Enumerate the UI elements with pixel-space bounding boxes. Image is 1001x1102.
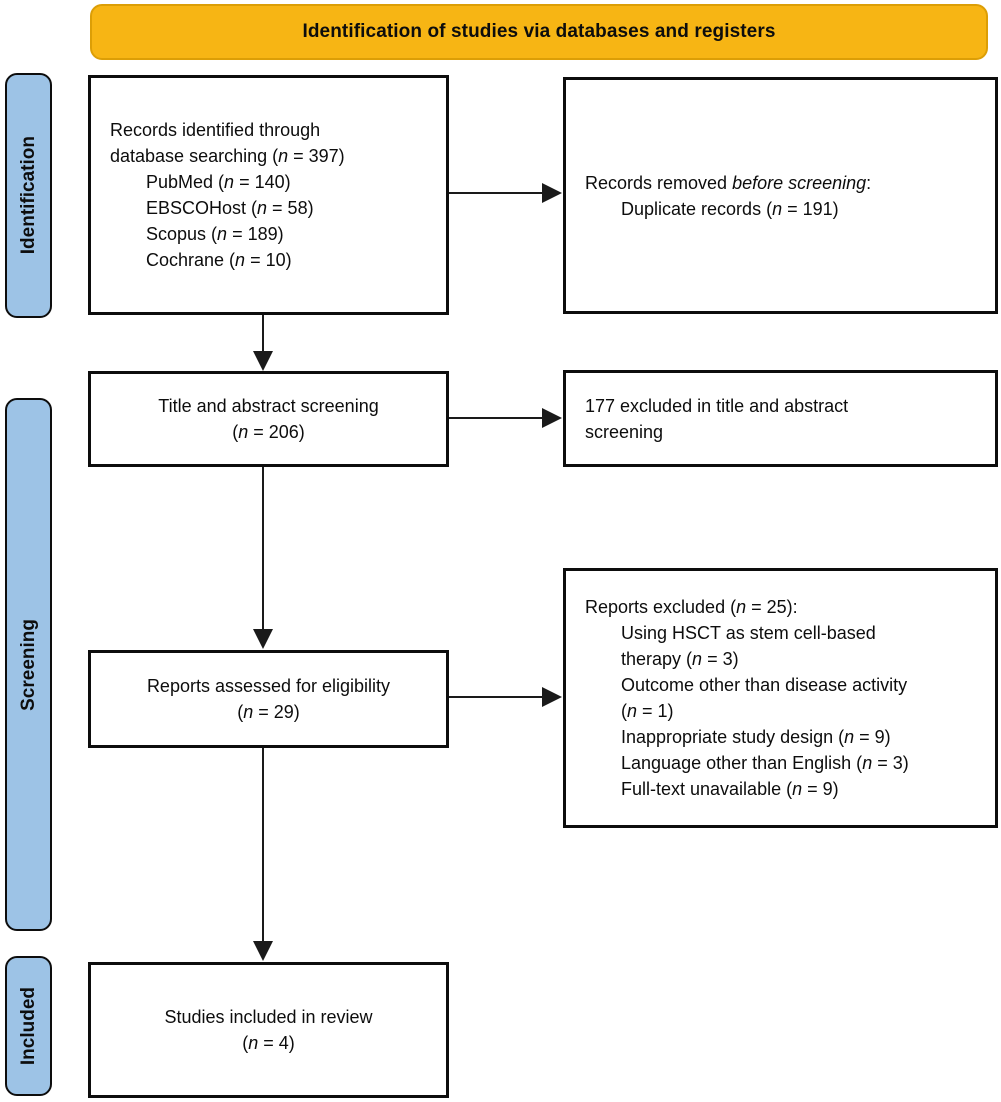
box-excluded-title-abstract — [563, 370, 998, 467]
stage-label-included — [5, 956, 52, 1096]
text-line: (n = 206) — [232, 422, 305, 442]
stage-screening-text: Screening — [17, 618, 39, 711]
box-records-removed — [563, 77, 998, 314]
text-line: therapy (n = 3) — [621, 649, 739, 669]
box-records-identified-text — [91, 78, 446, 312]
text-line: screening — [585, 421, 664, 442]
stage-label-identification — [5, 73, 52, 318]
box-reports-assessed — [88, 650, 449, 748]
text-line: Records removed before screening: — [585, 172, 872, 193]
text-line: database searching (n = 397) — [110, 146, 345, 166]
text-line: Duplicate records (n = 191) — [621, 198, 839, 219]
text-line: Inappropriate study design (n = 9) — [621, 727, 891, 747]
text-line: Reports assessed for eligibility — [146, 676, 391, 696]
text-line: Outcome other than disease activity — [621, 675, 908, 695]
box-records-identified — [88, 75, 449, 315]
text-line: (n = 4) — [242, 1033, 295, 1053]
box-title-abstract-screening — [88, 371, 449, 467]
stage-included-text: Included — [17, 986, 39, 1066]
box-studies-included-text — [91, 965, 446, 1095]
text-line: Records identified through — [110, 120, 321, 140]
box-studies-included — [88, 962, 449, 1098]
text-line: Scopus (n = 189) — [146, 224, 284, 244]
text-line: Cochrane (n = 10) — [146, 250, 292, 270]
header-title: Identification of studies via databases and registers — [302, 21, 776, 42]
stage-identification-text: Identification — [17, 136, 39, 255]
box-reports-excluded — [563, 568, 998, 828]
stage-label-screening — [5, 398, 52, 931]
box-excluded-title-abstract-text — [566, 373, 995, 464]
text-line: Title and abstract screening — [158, 396, 379, 416]
text-line: PubMed (n = 140) — [146, 172, 291, 192]
text-line: Language other than English (n = 3) — [621, 753, 909, 773]
text-line: Reports excluded (n = 25): — [585, 597, 798, 617]
box-title-abstract-screening-text — [91, 374, 446, 464]
text-line: Full-text unavailable (n = 9) — [621, 779, 839, 799]
text-line: (n = 29) — [237, 702, 300, 722]
header-banner — [90, 4, 988, 60]
text-line: 177 excluded in title and abstract — [585, 395, 849, 416]
box-records-removed-text — [566, 80, 995, 311]
box-reports-excluded-text — [566, 571, 995, 825]
text-line: Using HSCT as stem cell-based — [621, 623, 876, 643]
text-line: Studies included in review — [164, 1007, 373, 1027]
text-line: EBSCOHost (n = 58) — [146, 198, 314, 218]
box-reports-assessed-text — [91, 653, 446, 745]
text-line: (n = 1) — [621, 701, 674, 721]
